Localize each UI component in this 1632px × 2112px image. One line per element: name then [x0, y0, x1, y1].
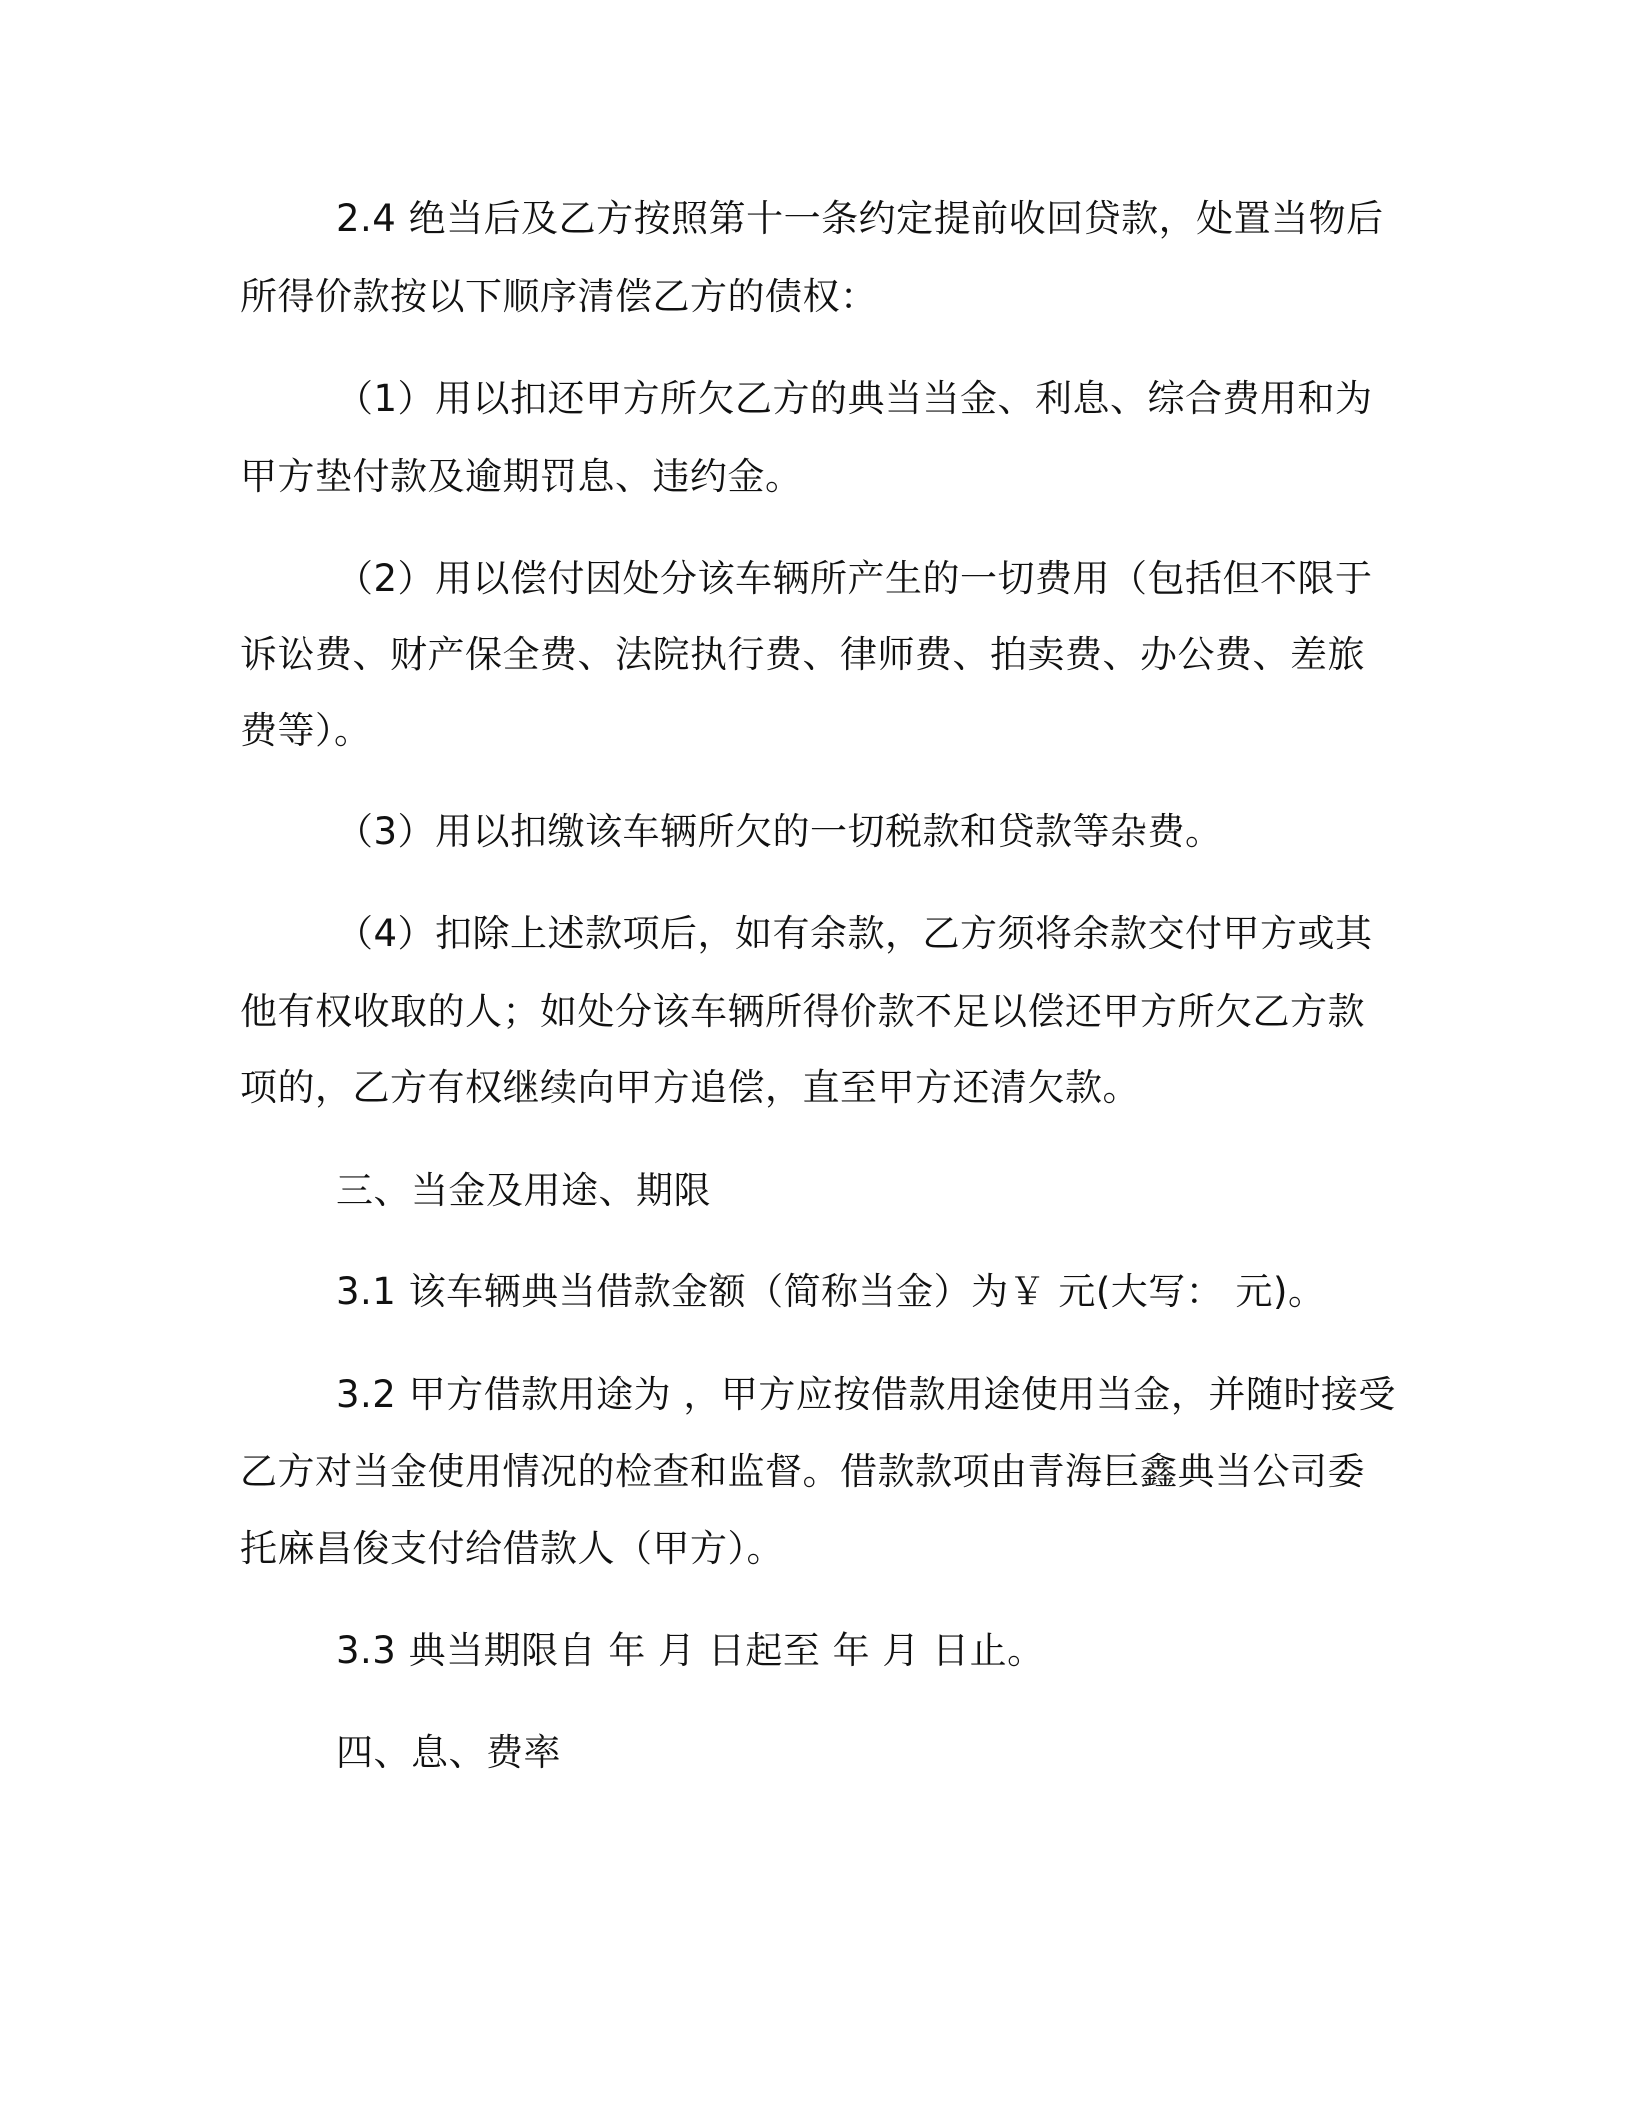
item-4-line-1: （4）扣除上述款项后，如有余款，乙方须将余款交付甲方或其: [336, 912, 1373, 955]
clause-3-3-line-1: 3.3 典当期限自 年 月 日起至 年 月 日止。: [336, 1629, 1045, 1672]
clause-2-4-line-2: 所得价款按以下顺序清偿乙方的债权：: [240, 275, 878, 318]
clause-3-2-line-1: 3.2 甲方借款用途为 ，甲方应按借款用途使用当金，并随时接受: [336, 1373, 1396, 1416]
item-2-line-1: （2）用以偿付因处分该车辆所产生的一切费用（包括但不限于: [336, 557, 1373, 600]
clause-3-1-line-1: 3.1 该车辆典当借款金额（简称当金）为￥ 元(大写： 元)。: [336, 1270, 1326, 1313]
item-3-line-1: （3）用以扣缴该车辆所欠的一切税款和贷款等杂费。: [336, 810, 1223, 853]
section-3-heading: 三、当金及用途、期限: [336, 1169, 711, 1212]
item-2-line-2: 诉讼费、财产保全费、法院执行费、律师费、拍卖费、办公费、差旅: [240, 633, 1365, 676]
item-1-line-1: （1）用以扣还甲方所欠乙方的典当当金、利息、综合费用和为: [336, 377, 1373, 420]
section-4-heading: 四、息、费率: [336, 1731, 561, 1774]
clause-2-4-line-1: 2.4 绝当后及乙方按照第十一条约定提前收回贷款，处置当物后: [336, 197, 1384, 240]
item-4-line-2: 他有权收取的人；如处分该车辆所得价款不足以偿还甲方所欠乙方款: [240, 990, 1365, 1033]
clause-3-2-line-2: 乙方对当金使用情况的检查和监督。借款款项由青海巨鑫典当公司委: [240, 1450, 1365, 1493]
clause-3-2-line-3: 托麻昌俊支付给借款人（甲方）。: [240, 1527, 784, 1570]
item-1-line-2: 甲方垫付款及逾期罚息、违约金。: [240, 455, 803, 498]
item-2-line-3: 费等）。: [240, 709, 372, 752]
item-4-line-3: 项的，乙方有权继续向甲方追偿，直至甲方还清欠款。: [240, 1066, 1140, 1109]
